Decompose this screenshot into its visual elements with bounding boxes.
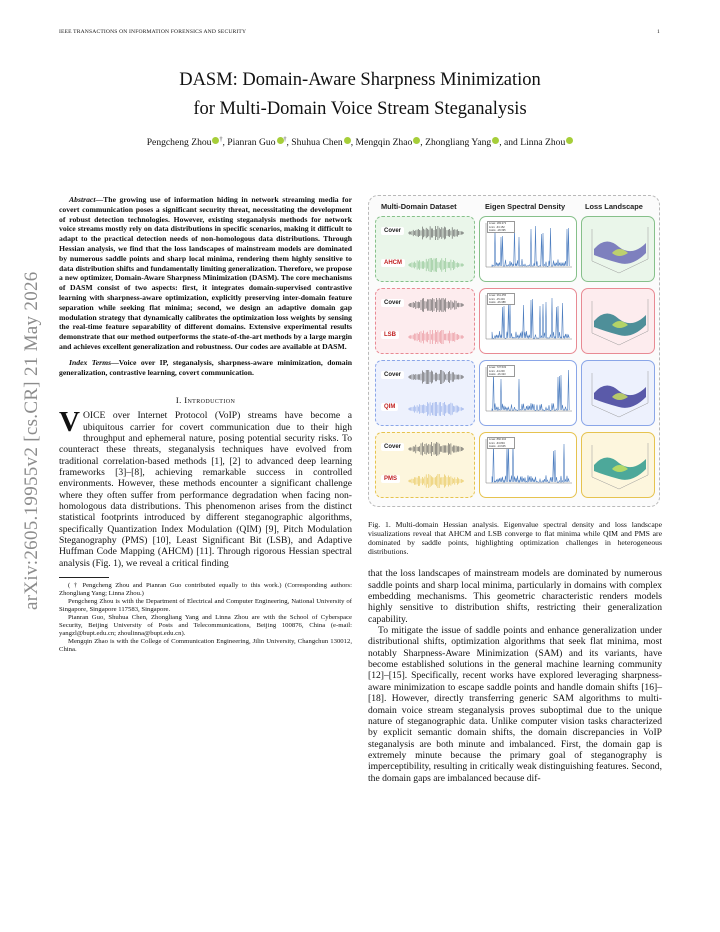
footnote-contribution: ( † Pengcheng Zhou and Pianran Guo contributed equally to this work.) (Corresponding authors: Zhongliang Yang; Linna Zhou.)	[59, 582, 352, 598]
author-name: Pianran Guo	[227, 137, 276, 148]
loss-surface	[582, 289, 656, 353]
title-line-1: DASM: Domain-Aware Sharpness Minimization	[179, 70, 541, 90]
stego-label: LSB	[381, 331, 399, 339]
footnotes	[59, 582, 352, 654]
section-title: Introduction	[184, 395, 236, 406]
cover-label: Cover	[381, 299, 404, 307]
orcid-icon[interactable]	[277, 137, 284, 144]
eigen-stat: λratio: -26.388	[489, 301, 506, 305]
drop-cap: V	[59, 406, 80, 439]
landscape-panel	[581, 432, 655, 498]
eigen-stat: λmin: -63.894	[489, 441, 505, 445]
footnote-affiliation-2: Pianran Guo, Shuhua Chen, Zhongliang Yang and Linna Zhou are with the School of Cyberspace Security, Beijing University of Posts and Telecommunications, Beijing 100876, China (e-mail: yangzl@bupt.edu.cn; zhoulinna@bupt.edu.cn).	[59, 614, 352, 638]
first-word: OICE	[82, 410, 106, 422]
index-terms-text: —Voice over IP, steganalysis, sharpness-aware minimization, domain generalization, contrastive learning, covert communication.	[59, 357, 352, 377]
dataset-panel	[375, 216, 475, 282]
stego-waveform	[408, 474, 464, 488]
eigen-stats	[487, 365, 515, 377]
cover-waveform	[408, 298, 464, 312]
author-separator: ,	[286, 137, 292, 148]
abstract-lead: Abstract	[69, 195, 96, 204]
loss-surface	[582, 361, 656, 425]
dataset-panel	[375, 288, 475, 354]
landscape-panel	[581, 360, 655, 426]
eigen-stat: λmax: 860.304	[489, 438, 507, 441]
figure-row	[375, 360, 655, 426]
left-column	[59, 195, 352, 654]
header-landscape: Loss Landscape	[585, 202, 643, 211]
author-name: Linna Zhou	[520, 137, 566, 148]
author-name: Pengcheng Zhou	[146, 137, 212, 148]
author-separator: ,	[222, 137, 228, 148]
section-number: I.	[175, 395, 182, 406]
intro-text: over Internet Protocol (VoIP) streams have become a ubiquitous carrier for covert communication due to their high throughput and ephemeral nature, posing potential security risks. To counteract these threats, steganalysis techniques have evolved from traditional correlation-based methods [1], [2] to advanced deep learning frameworks [3]–[8], achieving remarkable success in controlled environments. However, these methods encounter a significant challenge where they often suffer from performance degradation when facing non-homologous data distributions. This phenomenon arises from the distinct statistical footprints introduced by different steganographic algorithms, specifically Quantization Index Modulation (QIM) [9], Pitch Modulation Steganography (PMS) [10], Least Significant Bit (LSB), and Adaptive Huffman Code Mapping (AHCM) [11]. Through rigorous Hessian spectral analysis (Fig. 1), we reveal a critical finding	[59, 410, 352, 569]
cover-waveform	[408, 226, 464, 240]
landscape-panel	[581, 216, 655, 282]
cover-waveform	[408, 442, 464, 456]
orcid-icon[interactable]	[566, 137, 573, 144]
author-name: Mengqin Zhao	[355, 137, 413, 148]
eigen-stats	[487, 221, 515, 233]
eigen-stat: λmin: -44.230	[489, 369, 505, 373]
figure-caption: Fig. 1. Multi-domain Hessian analysis. Eigenvalue spectral density and loss landscape visualizations reveal that AHCM and LSB converge to flat minima while QIM and PMS are dominated by saddle points, highlighting optimization challenges in heterogeneous distributions.	[368, 520, 662, 557]
landscape-panel	[581, 288, 655, 354]
loss-surface	[582, 433, 656, 497]
spectral-panel	[479, 360, 577, 426]
eigen-stats	[487, 293, 515, 305]
eigen-stat: λratio: -18.395	[489, 229, 506, 233]
footnote-affiliation-1: Pengcheng Zhou is with the Department of Electrical and Computer Engineering, National University of Singapore, Singapore 117583, Singapore.	[59, 598, 352, 614]
stego-waveform	[408, 330, 464, 344]
author-name: Zhongliang Yang	[425, 137, 492, 148]
spectral-panel	[479, 288, 577, 354]
eigen-stats	[487, 437, 515, 449]
eigen-stat: λmin: -15.404	[489, 297, 505, 301]
equal-contribution-mark: †	[219, 137, 223, 143]
orcid-icon[interactable]	[344, 137, 351, 144]
abstract-text: —The growing use of information hiding in network streaming media for covert communication poses a significant security threat, necessitating the development of robust detection technologies. However, existing steganalysis methods for network voice streams mostly rely on data distributions in specific scenarios, making it difficult to adapt to the practical detection needs of non-homologous data distributions. Through Hessian analysis, we find that the loss landscapes of mainstream models are dominated by numerous saddle points and sharp local minima, rendering them highly sensitive to data distribution shifts and fundamentally limiting generalization. Therefore, we propose a new optimizer, Domain-Aware Sharpness Minimization (DASM). The core mechanisms of DASM consist of two aspects: first, it integrates domain-supervised contrastive learning with sharpness-aware optimization, explicitly preserving inter-domain feature separation while seeking flat minima; second, we design an adaptive domain gap modulation strategy that dynamically calibrates the optimization loss weights by sensing the real-time feature separability of different domains. Extensive experimental results demonstrate that our method outperforms the state-of-the-art methods by a large margin and achieves excellent generalization and robustness. Our codes are available at DASM.	[59, 195, 352, 351]
dataset-panel	[375, 432, 475, 498]
intro-paragraph	[59, 406, 352, 569]
abstract	[59, 195, 352, 352]
cover-label: Cover	[381, 227, 404, 235]
cover-label: Cover	[381, 443, 404, 451]
stego-label: QIM	[381, 403, 398, 411]
paper-title	[60, 66, 660, 124]
figure-1	[368, 195, 660, 507]
footnote-affiliation-3: Mengqin Zhao is with the College of Communication Engineering, Jilin University, Changchun 130012, China.	[59, 638, 352, 654]
cover-waveform	[408, 370, 464, 384]
right-column	[368, 195, 662, 784]
spectral-panel	[479, 432, 577, 498]
author-separator: , and	[499, 137, 521, 148]
cover-label: Cover	[381, 371, 404, 379]
section-heading	[59, 395, 352, 405]
stego-label: AHCM	[381, 259, 405, 267]
eigen-stat: λmax: 361.455	[489, 294, 507, 297]
author-name: Shuhua Chen	[291, 137, 343, 148]
right-paragraph-2: To mitigate the issue of saddle points and enhance generalization under distributional shifts, optimization algorithms that seek flat minima, most notably Sharpness-Aware Minimization (SAM) and its variants, have become established solutions in the general machine learning community [12]–[15]. Specifically, recent works have explored leveraging sharpness-aware minimization to escape saddle points and handle domain shifts [16]–[18]. However, directly transferring generic SAM algorithms to multi-domain voice stream steganalysis proves suboptimal due to the unique nature of steganographic data. Unlike computer vision tasks characterized by explicit semantic domain shifts, the domain discrepancies in VoIP steganalysis are both minute and imbalanced. First, the domain gap is extremely minute because the primary goal of steganography is imperceptibility, resulting in critically weak distinguishing features. Second, the domain gaps are imbalanced because dif-	[368, 625, 662, 784]
index-terms-lead: Index Terms	[69, 357, 112, 367]
author-list	[60, 137, 660, 148]
eigen-stat: λmax: 183.373	[489, 222, 507, 225]
eigen-stat: λmin: -63.152	[489, 225, 505, 229]
running-head: IEEE TRANSACTIONS ON INFORMATION FORENSICS AND SECURITY	[59, 29, 247, 35]
figure-row	[375, 288, 655, 354]
page-number: 1	[657, 29, 660, 35]
figure-row	[375, 216, 655, 282]
equal-contribution-mark: †	[283, 137, 287, 143]
author-separator: ,	[350, 137, 356, 148]
spectral-panel	[479, 216, 577, 282]
loss-surface	[582, 217, 656, 281]
eigen-stat: λratio: -16.323	[489, 373, 506, 377]
index-terms	[59, 358, 352, 378]
title-line-2: for Multi-Domain Voice Stream Steganalysis	[193, 99, 527, 119]
eigen-stat: λratio: -13.645	[489, 445, 506, 449]
figure-row	[375, 432, 655, 498]
header-dataset: Multi-Domain Dataset	[381, 202, 457, 211]
right-paragraph-1: that the loss landscapes of mainstream models are dominated by numerous saddle points and sharp local minima, particularly in domains with complex embedding mechanisms. This geometric characteristic renders models highly sensitive to distribution shifts, restricting their generalization capability.	[368, 568, 662, 625]
eigen-stat: λmax: 737.533	[489, 366, 507, 369]
author-separator: ,	[420, 137, 426, 148]
arxiv-identifier: arXiv:2605.19955v2 [cs.CR] 21 May 2026	[21, 271, 42, 610]
footnote-rule	[59, 577, 109, 578]
dataset-panel	[375, 360, 475, 426]
stego-waveform	[408, 258, 464, 272]
header-spectral: Eigen Spectral Density	[485, 202, 566, 211]
stego-label: PMS	[381, 475, 400, 483]
stego-waveform	[408, 402, 464, 416]
